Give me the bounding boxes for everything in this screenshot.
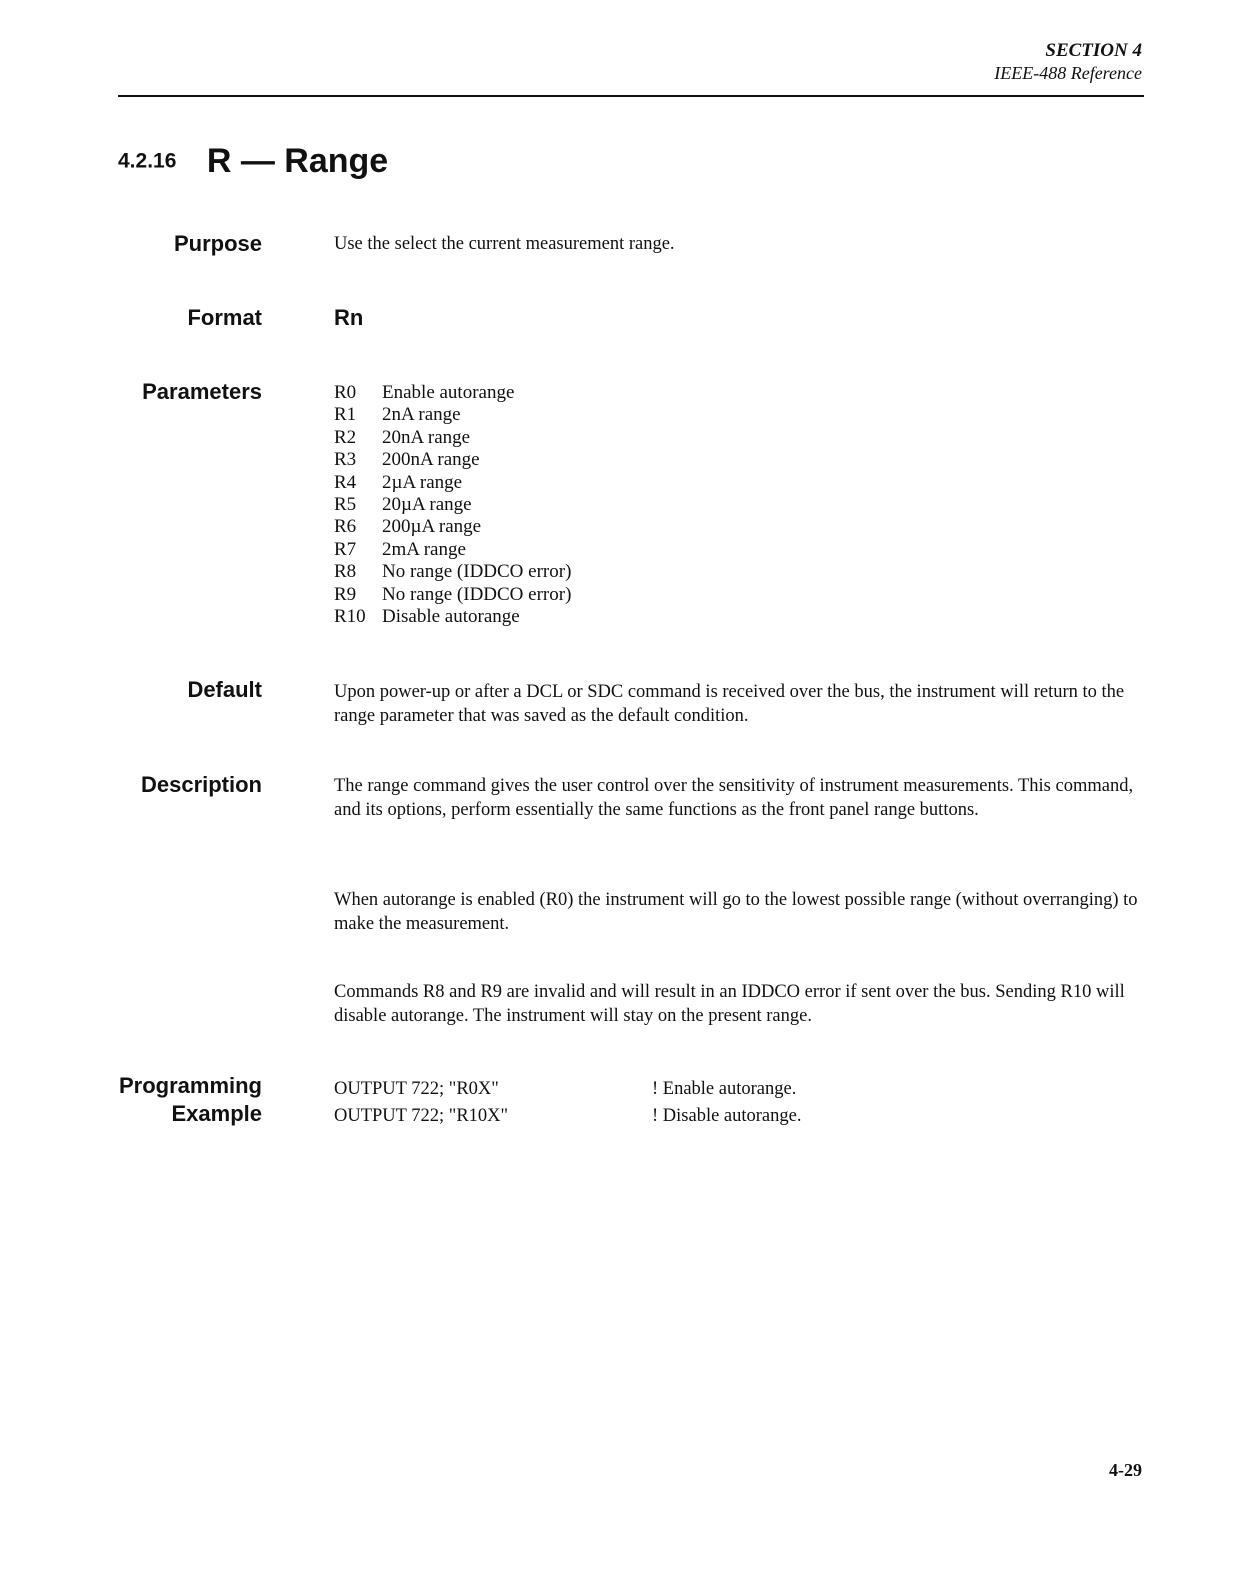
param-code: R1 <box>334 404 357 426</box>
param-code: R8 <box>334 561 357 583</box>
example-comment: ! Enable autorange. <box>652 1079 797 1099</box>
param-desc: 2mA range <box>382 538 466 560</box>
description-paragraph-2: When autorange is enabled (R0) the instrument will go to the lowest possible range (without overranging) to make the measurement. <box>334 890 1138 934</box>
param-code: R3 <box>334 449 357 471</box>
example-label: Example <box>171 1101 262 1126</box>
example-comment: ! Disable autorange. <box>652 1106 802 1126</box>
format-label: Format <box>187 305 262 330</box>
title-number: 4.2.16 <box>118 149 177 173</box>
list-item <box>334 606 571 628</box>
example-command: OUTPUT 722; "R0X" <box>334 1079 499 1099</box>
param-desc: No range (IDDCO error) <box>382 561 572 583</box>
section-subtitle: IEEE-488 Reference <box>994 63 1142 83</box>
param-code: R7 <box>334 538 357 560</box>
purpose-text: Use the select the current measurement range. <box>334 234 675 254</box>
param-code: R10 <box>334 606 366 628</box>
header-rule <box>118 95 1144 97</box>
list-item <box>334 382 571 404</box>
list-item <box>334 404 571 426</box>
description-paragraph-3: Commands R8 and R9 are invalid and will result in an IDDCO error if sent over the bus. Sending R10 will disable autorange. The instrument will stay on the present range. <box>334 982 1125 1026</box>
programming-label: Programming <box>118 1073 262 1098</box>
parameters-label: Parameters <box>142 379 262 404</box>
param-desc: Enable autorange <box>382 382 515 403</box>
param-desc: 2µA range <box>382 471 463 493</box>
param-desc: 20µA range <box>382 494 472 516</box>
param-desc: 200nA range <box>382 449 480 471</box>
page-title <box>118 142 388 181</box>
list-item <box>334 539 571 561</box>
param-code: R0 <box>334 382 357 403</box>
list-item <box>334 472 571 494</box>
purpose-label: Purpose <box>173 231 262 256</box>
list-item <box>334 1076 801 1103</box>
list-item <box>334 449 571 471</box>
format-value: Rn <box>334 305 364 330</box>
example-command: OUTPUT 722; "R10X" <box>334 1106 509 1126</box>
list-item <box>334 516 571 538</box>
section-label: SECTION 4 <box>1045 40 1142 61</box>
list-item <box>334 1103 801 1130</box>
title-text: R — Range <box>206 142 389 180</box>
param-code: R5 <box>334 494 357 516</box>
description-paragraph-1: The range command gives the user control over the sensitivity of instrument measurements. This command, and its options, perform essentially the same functions as the front panel range buttons. <box>334 776 1134 820</box>
list-item <box>334 561 571 583</box>
default-text: Upon power-up or after a DCL or SDC command is received over the bus, the instrument will return to the range parameter that was saved as the default condition. <box>334 682 1125 726</box>
parameters-list <box>334 382 571 628</box>
page-number: 4-29 <box>1109 1460 1142 1480</box>
page-header <box>994 40 1142 84</box>
param-code: R9 <box>334 583 357 605</box>
param-code: R4 <box>334 471 357 493</box>
list-item <box>334 584 571 606</box>
description-label: Description <box>140 772 262 797</box>
param-code: R2 <box>334 426 357 448</box>
param-desc: No range (IDDCO error) <box>382 583 572 605</box>
default-label: Default <box>187 677 262 702</box>
programming-example <box>334 1076 801 1130</box>
list-item <box>334 427 571 449</box>
param-desc: 200µA range <box>382 516 482 538</box>
list-item <box>334 494 571 516</box>
param-desc: Disable autorange <box>382 606 520 628</box>
param-desc: 20nA range <box>382 426 471 448</box>
param-code: R6 <box>334 516 357 538</box>
param-desc: 2nA range <box>382 404 461 426</box>
